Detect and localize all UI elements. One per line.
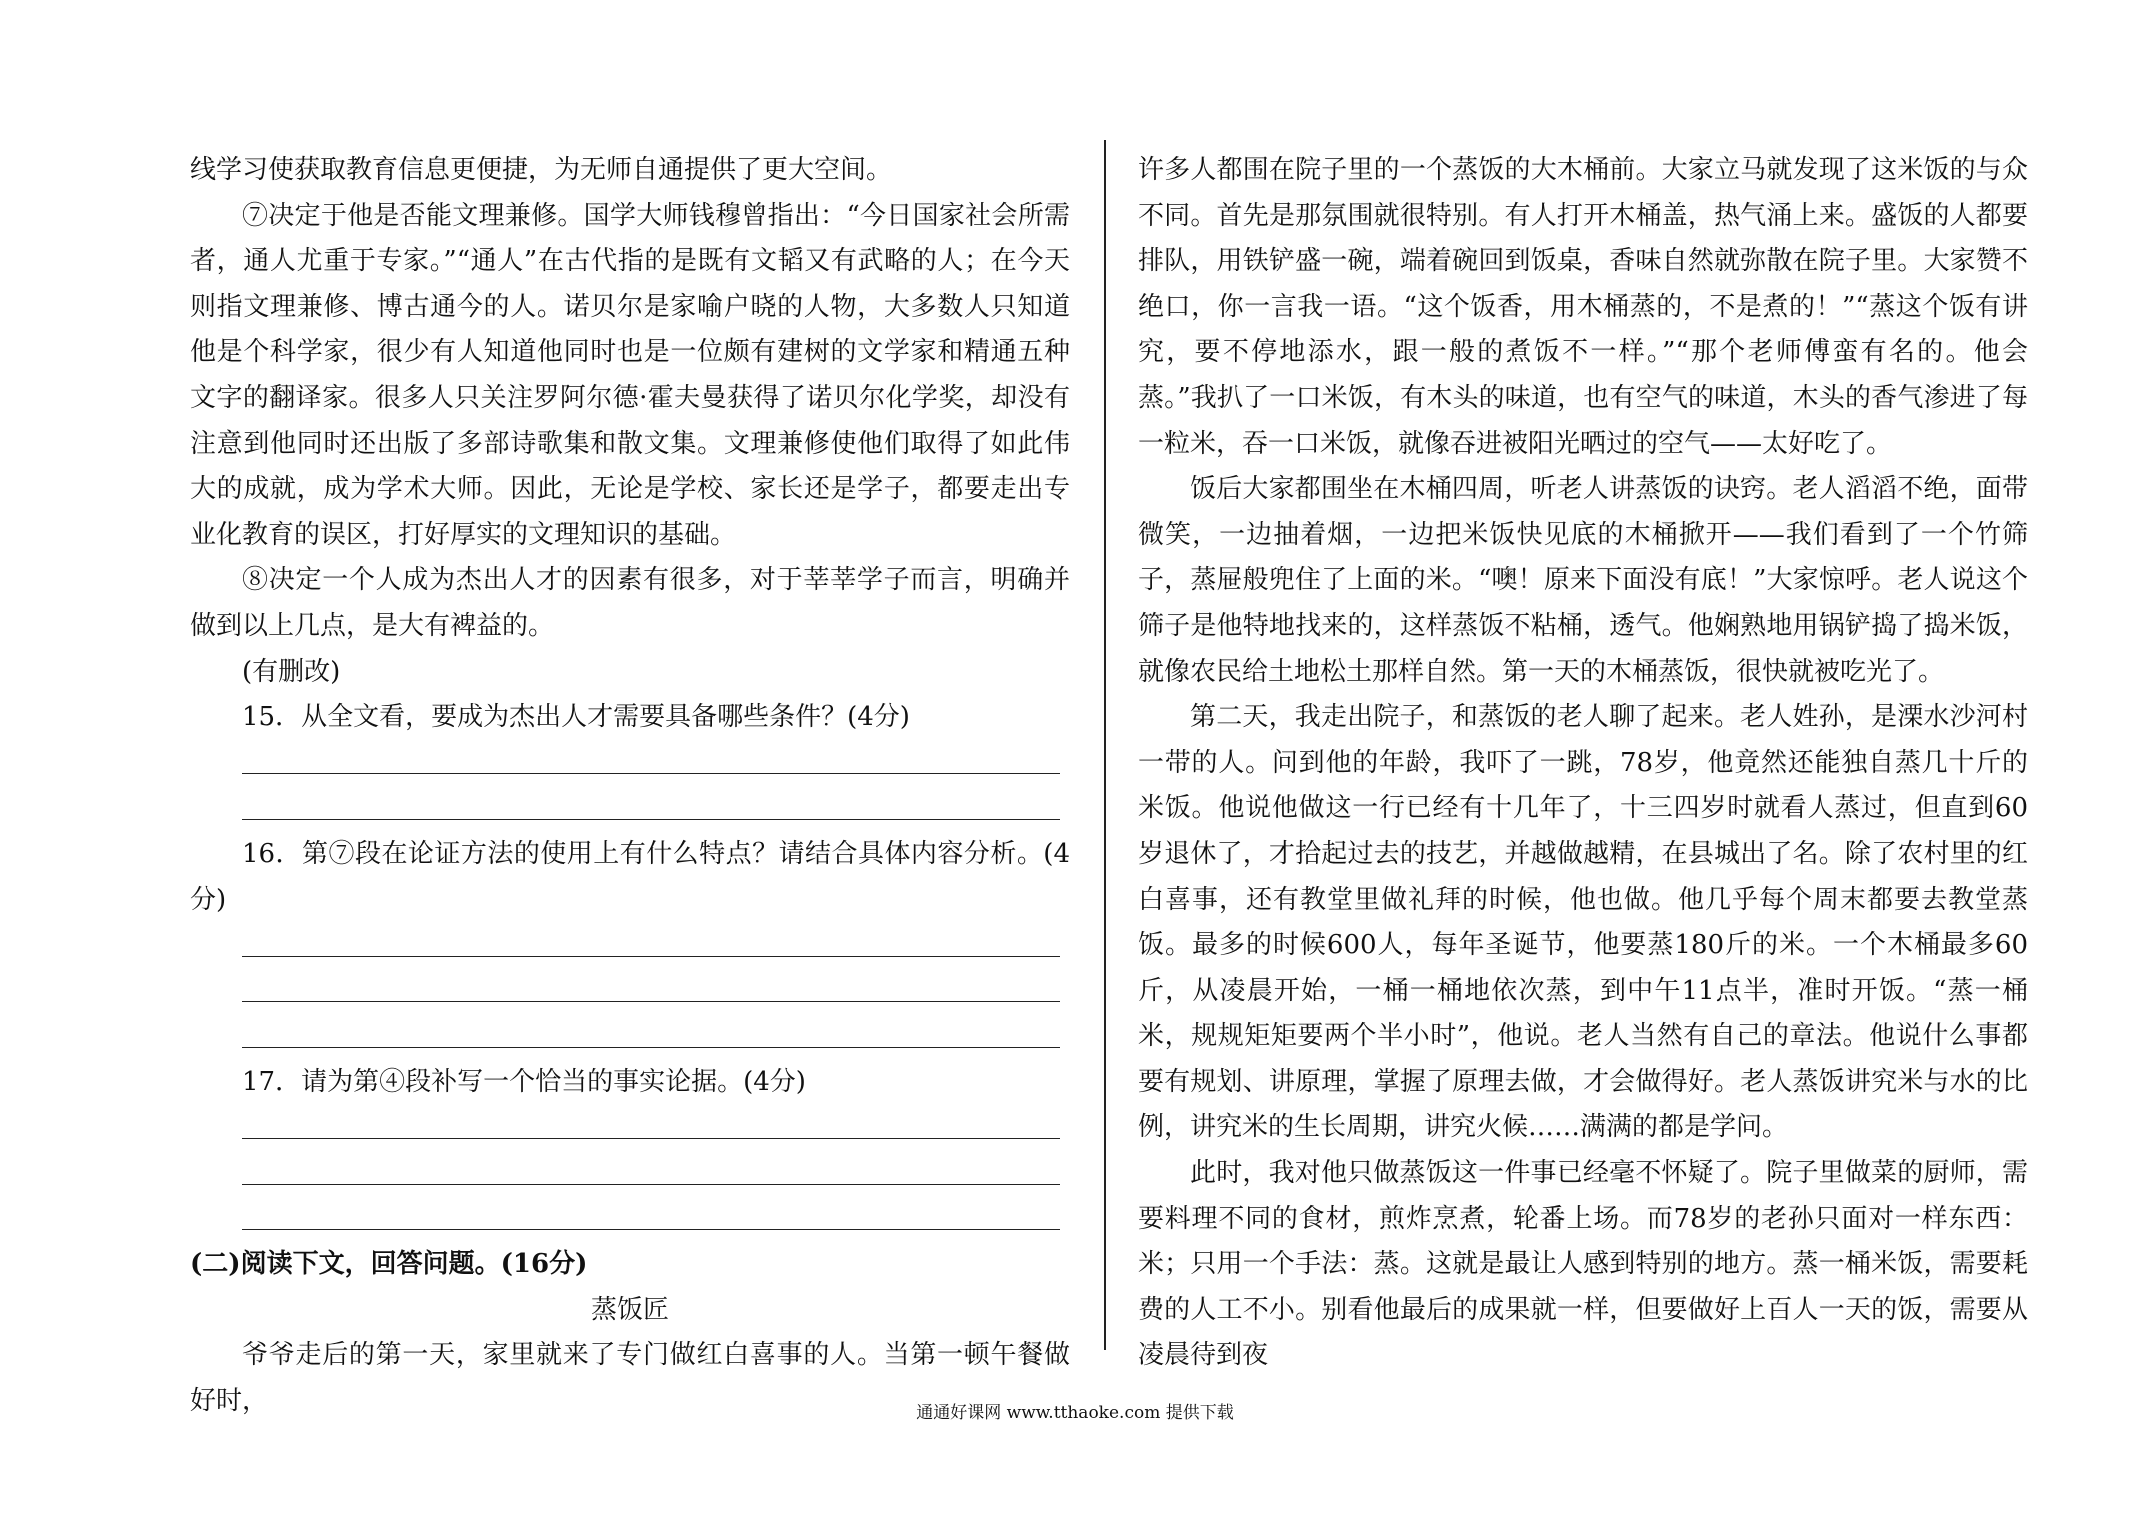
story-paragraph: 第二天，我走出院子，和蒸饭的老人聊了起来。老人姓孙，是溧水沙河村一带的人。问到他的年龄，我吓了一跳，78岁，他竟然还能独自蒸几十斤的米饭。他说他做这一行已经有十几年了，十三四岁时就看人蒸过，但直到60岁退休了，才拾起过去的技艺，并越做越精，在县城出了名。除了农村里的红白喜事，还有教堂里做礼拜的时候，他也做。他几乎每个周末都要去教堂蒸饭。最多的时候600人，每年圣诞节，他要蒸180斤的米。一个木桶最多60斤，从凌晨开始，一桶一桶地依次蒸，到中午11点半，准时开饭。“蒸一桶米，规规矩矩要两个半小时”，他说。老人当然有自己的章法。他说什么事都要有规划、讲原理，掌握了原理去做，才会做得好。老人蒸饭讲究米与水的比例，讲究米的生长周期，讲究火候……满满的都是学问。 [1138,702,2028,1143]
story-paragraph: 爷爷走后的第一天，家里就来了专门做红白喜事的人。当第一顿午餐做好时， [190,1340,1070,1417]
story-paragraph: 此时，我对他只做蒸饭这一件事已经毫不怀疑了。院子里做菜的厨师，需要料理不同的食材，煎炸烹煮，轮番上场。而78岁的老孙只面对一样东西：米；只用一个手法：蒸。这就是最让人感到特别的地方。蒸一桶米饭，需要耗费的人工不小。别看他最后的成果就一样，但要做好上百人一天的饭，需要从凌晨待到夜 [1138,1158,2028,1371]
right-column [1138,148,2028,1379]
page-footer: 通通好课网 www.tthaoke.com 提供下载 [916,1403,1234,1423]
answer-line[interactable] [190,786,1070,832]
question-17: 17．请为第④段补写一个恰当的事实论据。(4分) [242,1066,806,1097]
answer-line[interactable] [190,923,1070,969]
question-15: 15．从全文看，要成为杰出人才需要具备哪些条件？(4分) [242,702,910,733]
answer-line[interactable] [190,1197,1070,1243]
answer-line[interactable] [190,741,1070,787]
answer-line[interactable] [190,1151,1070,1197]
paragraph-8: ⑧决定一个人成为杰出人才的因素有很多，对于莘莘学子而言，明确并做到以上几点，是大有裨益的。 [190,565,1070,641]
answer-line[interactable] [190,1105,1070,1151]
answer-line[interactable] [190,969,1070,1015]
story-paragraph: 饭后大家都围坐在木桶四周，听老人讲蒸饭的诀窍。老人滔滔不绝，面带微笑，一边抽着烟，一边把米饭快见底的木桶掀开——我们看到了一个竹筛子，蒸屉般兜住了上面的米。“噢！原来下面没有底！”大家惊呼。老人说这个筛子是他特地找来的，这样蒸饭不粘桶，透气。他娴熟地用锅铲捣了捣米饭，就像农民给土地松土那样自然。第一天的木桶蒸饭，很快就被吃光了。 [1138,474,2028,687]
paragraph: 线学习使获取教育信息更便捷，为无师自通提供了更大空间。 [190,155,893,185]
column-divider [1104,140,1106,1350]
edit-note: (有删改) [242,656,341,687]
question-16: 16．第⑦段在论证方法的使用上有什么特点？请结合具体内容分析。(4分) [190,838,1070,915]
story-title: 蒸饭匠 [590,1294,669,1325]
section-heading: (二)阅读下文，回答问题。(16分) [190,1249,588,1280]
answer-line[interactable] [190,1014,1070,1060]
left-column [190,148,1070,1425]
story-paragraph: 许多人都围在院子里的一个蒸饭的大木桶前。大家立马就发现了这米饭的与众不同。首先是那氛围就很特别。有人打开木桶盖，热气涌上来。盛饭的人都要排队，用铁铲盛一碗，端着碗回到饭桌，香味自然就弥散在院子里。大家赞不绝口，你一言我一语。“这个饭香，用木桶蒸的，不是煮的！”“蒸这个饭有讲究，要不停地添水，跟一般的煮饭不一样。”“那个老师傅蛮有名的。他会蒸。”我扒了一口米饭，有木头的味道，也有空气的味道，木头的香气渗进了每一粒米，吞一口米饭，就像吞进被阳光晒过的空气——太好吃了。 [1138,155,2028,459]
paragraph-7: ⑦决定于他是否能文理兼修。国学大师钱穆曾指出：“今日国家社会所需者，通人尤重于专家。”“通人”在古代指的是既有文韬又有武略的人；在今天则指文理兼修、博古通今的人。诺贝尔是家喻户晓的人物，大多数人只知道他是个科学家，很少有人知道他同时也是一位颇有建树的文学家和精通五种文字的翻译家。很多人只关注罗阿尔德·霍夫曼获得了诺贝尔化学奖，却没有注意到他同时还出版了多部诗歌集和散文集。文理兼修使他们取得了如此伟大的成就，成为学术大师。因此，无论是学校、家长还是学子，都要走出专业化教育的误区，打好厚实的文理知识的基础。 [190,200,1070,550]
